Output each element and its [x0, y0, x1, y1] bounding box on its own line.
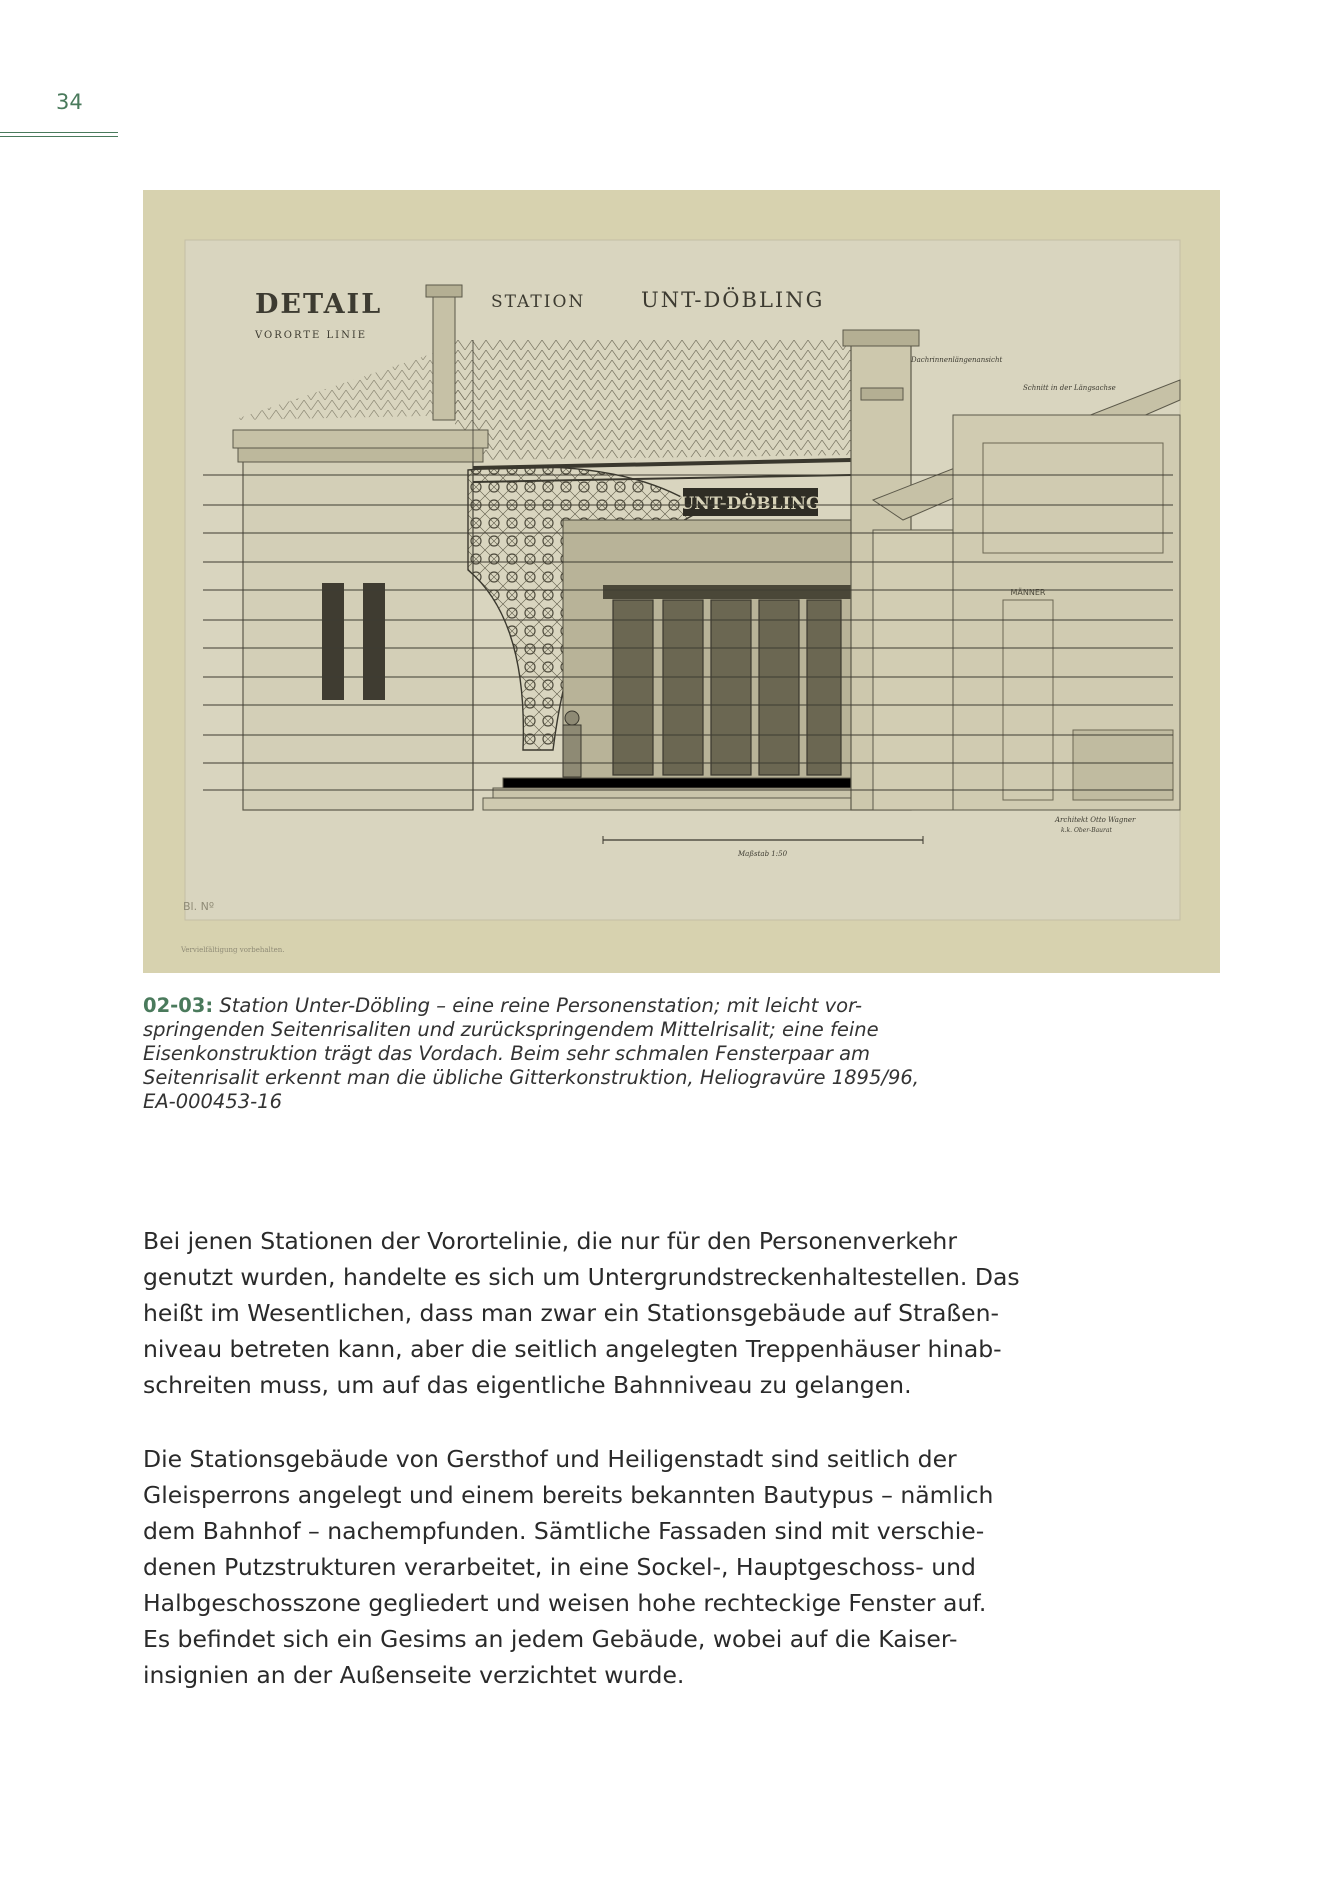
body-line: insignien an der Außenseite verzichtet wurde. — [143, 1661, 685, 1689]
caption-line-3: Eisenkonstruktion trägt das Vordach. Beim sehr schmalen Fensterpaar am — [143, 1042, 871, 1065]
caption-line-1: Station Unter-Döbling – eine reine Personenstation; mit leicht vor- — [219, 994, 863, 1017]
entrance-doors — [613, 600, 841, 775]
body-line: niveau betreten kann, aber die seitlich angelegten Treppenhäuser hinab- — [143, 1335, 1002, 1363]
body-line: schreiten muss, um auf das eigentliche Bahnniveau zu gelangen. — [143, 1371, 912, 1399]
caption-line-4: Seitenrisalit erkennt man die übliche Gitterkonstruktion, Heliogravüre 1895/96, — [143, 1066, 919, 1089]
drawing-sheet-number: Bl. Nº — [183, 900, 215, 913]
left-pavilion — [243, 460, 473, 810]
roof-hatching — [443, 340, 851, 460]
header-rule-top — [0, 132, 118, 133]
body-line: Gleisperrons angelegt und einem bereits bekannten Bautypus – nämlich — [143, 1481, 994, 1509]
body-line: denen Putzstrukturen verarbeitet, in eine Sockel-, Hauptgeschoss- und — [143, 1553, 976, 1581]
body-paragraph-2 — [143, 1441, 1033, 1693]
caption-number: 02-03: — [143, 994, 214, 1017]
window-left — [322, 583, 344, 700]
chimney — [433, 290, 455, 420]
drawing-title: DETAIL — [255, 289, 383, 320]
drawing-subtitle: VORORTE LINIE — [255, 330, 368, 341]
caption-line-5: EA-000453-16 — [143, 1090, 282, 1113]
caption-line-2: springenden Seitenrisaliten und zurückspringendem Mittelrisalit; eine feine — [143, 1018, 879, 1041]
drawing-copyright: Vervielfältigung vorbehalten. — [181, 946, 285, 954]
drawing-signature-2: k.k. Ober-Baurat — [1061, 827, 1112, 834]
drawing-station-label: STATION — [491, 292, 586, 312]
header-rule-bottom — [0, 136, 118, 137]
figure-caption — [143, 994, 973, 1114]
standing-figure — [563, 711, 581, 777]
body-line: dem Bahnhof – nachempfunden. Sämtliche Fassaden sind mit verschie- — [143, 1517, 985, 1545]
drawing-scale-note: Maßstab 1:50 — [738, 850, 788, 858]
station-sign: UNT-DÖBLING — [679, 494, 821, 514]
body-paragraph-1 — [143, 1223, 1033, 1403]
architectural-drawing — [143, 190, 1220, 973]
body-line: genutzt wurden, handelte es sich um Untergrundstreckenhaltestellen. Das — [143, 1263, 1020, 1291]
body-line: Bei jenen Stationen der Vorortelinie, die nur für den Personenverkehr — [143, 1227, 957, 1255]
drawing-signature-1: Architekt Otto Wagner — [1055, 816, 1136, 824]
body-line: heißt im Wesentlichen, dass man zwar ein Stationsgebäude auf Straßen- — [143, 1299, 1000, 1327]
body-line: Halbgeschosszone gegliedert und weisen hohe rechteckige Fenster auf. — [143, 1589, 987, 1617]
body-line: Es befindet sich ein Gesims an jedem Gebäude, wobei auf die Kaiser- — [143, 1625, 958, 1653]
drawing-note-2: Schnitt in der Längsachse — [1023, 384, 1116, 392]
window-right — [363, 583, 385, 700]
drawing-station-name: UNT-DÖBLING — [641, 288, 825, 312]
body-line: Die Stationsgebäude von Gersthof und Heiligenstadt sind seitlich der — [143, 1445, 957, 1473]
station-drawing-figure — [143, 190, 1220, 973]
drawing-note-1: Dachrinnenlängenansicht — [911, 356, 1003, 364]
page-number: 34 — [56, 90, 83, 114]
door-label: MÄNNER — [1010, 588, 1046, 597]
